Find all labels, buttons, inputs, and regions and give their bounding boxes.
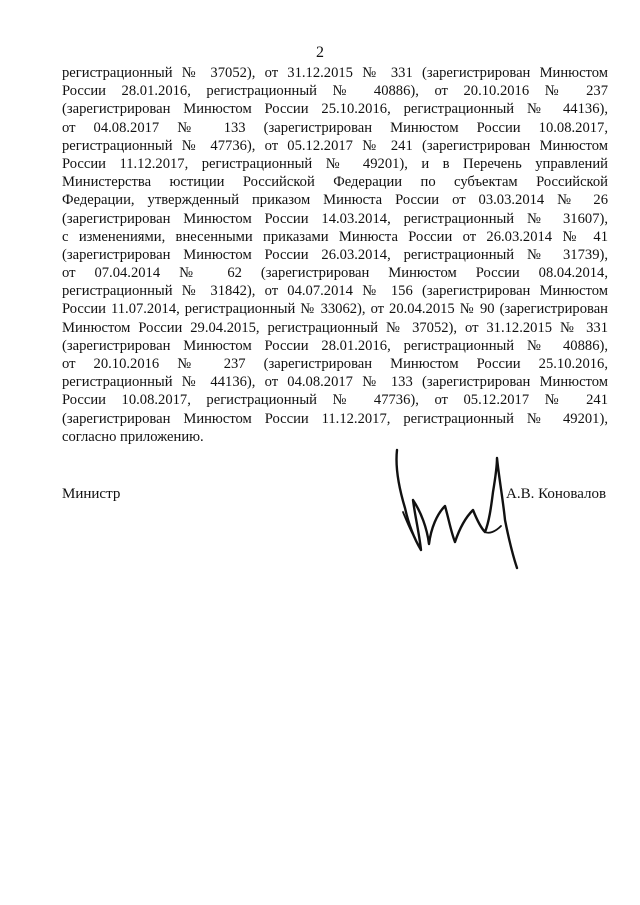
page-number: 2 [316,44,324,61]
body-line: России 11.12.2017, регистрационный № 49201), и в Перечень управлений [62,155,608,172]
body-text [62,64,608,446]
body-line: Министерства юстиции Российской Федерации по субъектам Российской [62,174,608,191]
body-line: России 28.01.2016, регистрационный № 40886), от 20.10.2016 № 237 [62,83,608,100]
body-line: от 07.04.2014 № 62 (зарегистрирован Минюстом России 08.04.2014, [62,265,608,282]
signature-block [62,486,608,586]
body-line: согласно приложению. [62,428,204,445]
body-line: Федерации, утвержденный приказом Минюста России от 03.03.2014 № 26 [62,192,608,209]
body-line: Минюстом России 29.04.2015, регистрационный № 37052), от 31.12.2015 № 331 [62,319,608,336]
body-line: (зарегистрирован Минюстом России 26.03.2014, регистрационный № 31739), [62,246,608,263]
body-line: с изменениями, внесенными приказами Минюста России от 26.03.2014 № 41 [62,228,608,245]
body-line: регистрационный № 44136), от 04.08.2017 № 133 (зарегистрирован Минюстом [62,374,608,391]
body-line: (зарегистрирован Минюстом России 11.12.2017, регистрационный № 49201), [62,410,608,427]
body-line: от 20.10.2016 № 237 (зарегистрирован Минюстом России 25.10.2016, [62,356,608,372]
body-line: России 10.08.2017, регистрационный № 47736), от 05.12.2017 № 241 [62,392,608,409]
body-line: (зарегистрирован Минюстом России 25.10.2016, регистрационный № 44136), [62,101,608,118]
body-line: (зарегистрирован Минюстом России 14.03.2014, регистрационный № 31607), [62,210,608,227]
body-line: (зарегистрирован Минюстом России 28.01.2016, регистрационный № 40886), [62,337,608,354]
body-line: регистрационный № 31842), от 04.07.2014 № 156 (зарегистрирован Минюстом [62,283,608,300]
signatory-title: Министр [62,486,121,502]
body-line: регистрационный № 37052), от 31.12.2015 № 331 (зарегистрирован Минюстом [62,65,608,81]
body-line: России 11.07.2014, регистрационный № 33062), от 20.04.2015 № 90 (зарегистрирован [62,301,608,318]
handwritten-signature [385,448,525,578]
body-line: от 04.08.2017 № 133 (зарегистрирован Минюстом России 10.08.2017, [62,119,608,136]
signatory-name: А.В. Коновалов [506,486,607,502]
body-line: регистрационный № 47736), от 05.12.2017 № 241 (зарегистрирован Минюстом [62,137,608,154]
